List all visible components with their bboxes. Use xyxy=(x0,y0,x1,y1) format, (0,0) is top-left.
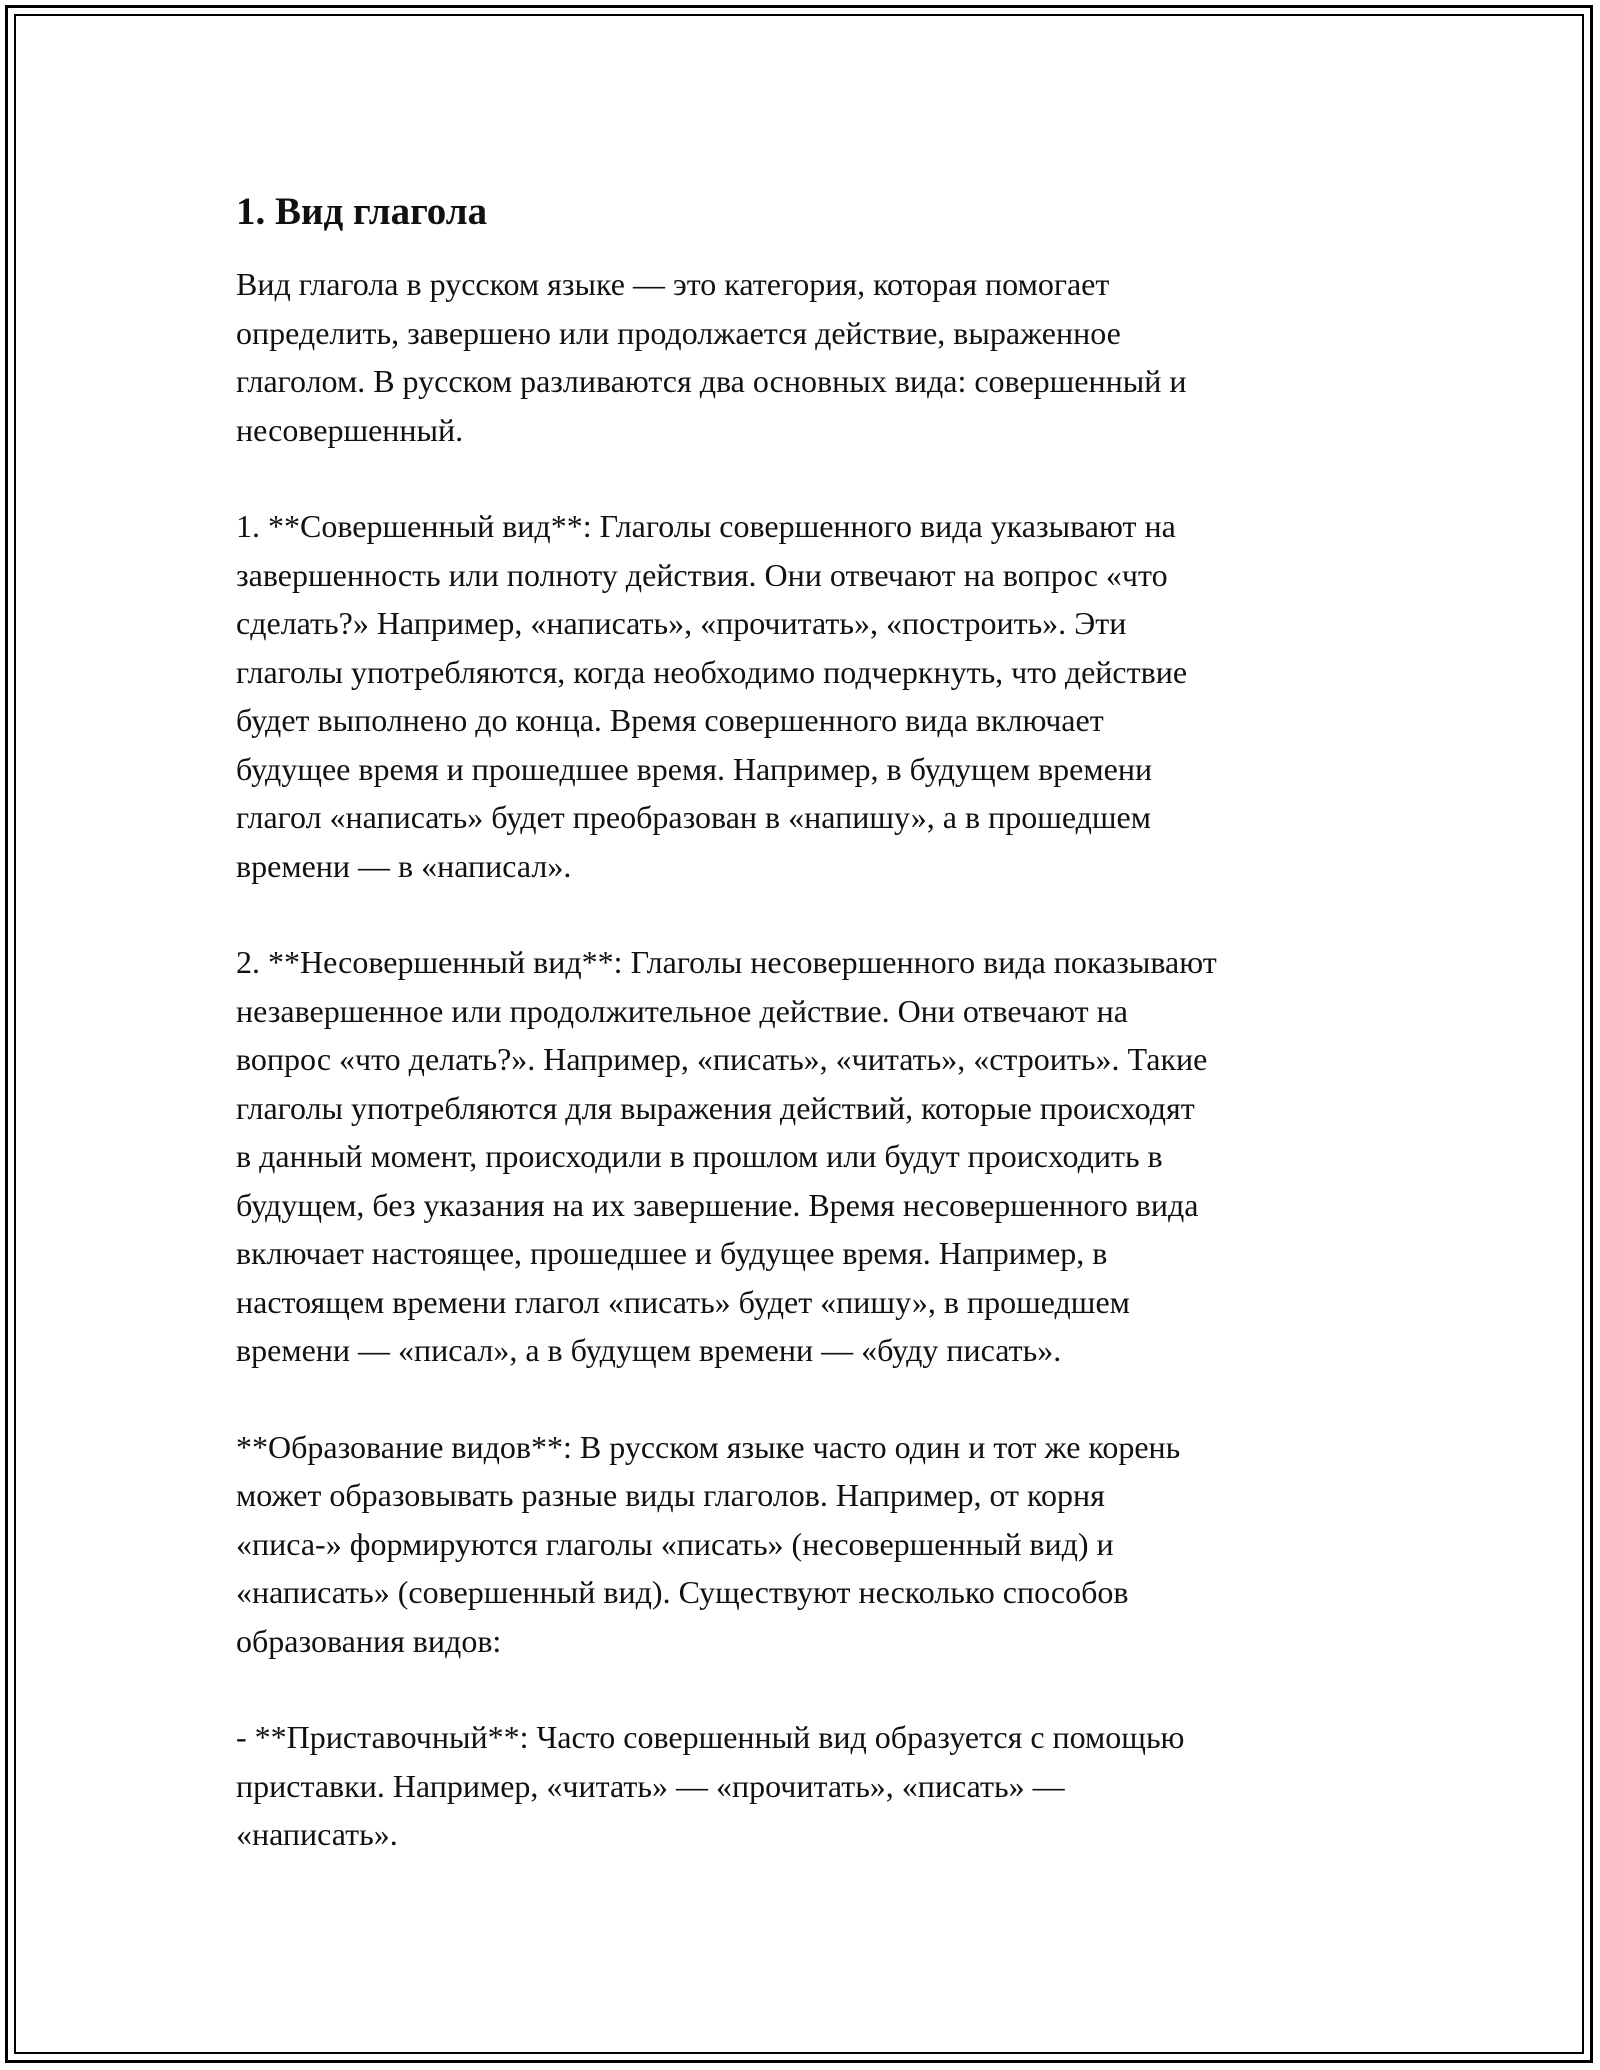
text-line: включает настоящее, прошедшее и будущее время. Например, в xyxy=(236,1235,1108,1271)
text-line: «написать». xyxy=(236,1816,398,1852)
prefixal-paragraph xyxy=(236,1713,1376,1859)
text-line: может образовывать разные виды глаголов. Например, от корня xyxy=(236,1477,1105,1513)
text-line: сделать?» Например, «написать», «прочитать», «построить». Эти xyxy=(236,605,1127,641)
text-line: глаголы употребляются для выражения действий, которые происходят xyxy=(236,1089,1195,1126)
text-line: **Образование видов**: В русском языке часто один и тот же корень xyxy=(236,1428,1181,1465)
formation-paragraph xyxy=(236,1423,1376,1666)
text-line: вопрос «что делать?». Например, «писать», «читать», «строить». Такие xyxy=(236,1041,1208,1077)
text-line: приставки. Например, «читать» — «прочитать», «писать» — xyxy=(236,1767,1065,1804)
text-line: времени — «писал», а в будущем времени — «буду писать». xyxy=(236,1332,1062,1368)
perfective-paragraph xyxy=(236,502,1376,890)
text-line: 2. **Несовершенный вид**: Глаголы несовершенного вида показывают xyxy=(236,944,1217,980)
text-line: глагол «написать» будет преобразован в «напишу», а в прошедшем xyxy=(236,799,1151,835)
text-line: завершенность или полноту действия. Они отвечают на вопрос «что xyxy=(236,556,1168,593)
text-line: глаголом. В русском разливаются два основных вида: совершенный и xyxy=(236,363,1187,399)
text-line: определить, завершено или продолжается действие, выраженное xyxy=(236,314,1121,351)
text-line: Вид глагола в русском языке — это категория, которая помогает xyxy=(236,266,1110,302)
text-line: 1. **Совершенный вид**: Глаголы совершенного вида указывают на xyxy=(236,508,1176,544)
text-line: будущее время и прошедшее время. Например, в будущем времени xyxy=(236,750,1153,787)
text-line: будет выполнено до конца. Время совершенного вида включает xyxy=(236,702,1104,738)
text-line: будущем, без указания на их завершение. Время несовершенного вида xyxy=(236,1186,1199,1223)
text-line: в данный момент, происходили в прошлом или будут происходить в xyxy=(236,1138,1163,1174)
intro-paragraph xyxy=(236,260,1376,454)
section-heading: 1. Вид глагола xyxy=(236,190,488,233)
text-line: глаголы употребляются, когда необходимо подчеркнуть, что действие xyxy=(236,653,1188,690)
text-line: настоящем времени глагол «писать» будет «пишу», в прошедшем xyxy=(236,1283,1130,1320)
text-line: - **Приставочный**: Часто совершенный вид образуется с помощью xyxy=(236,1719,1185,1755)
document-page xyxy=(236,186,1376,1907)
text-line: образования видов: xyxy=(236,1622,502,1659)
text-line: несовершенный. xyxy=(236,411,464,448)
text-line: «написать» (совершенный вид). Существуют несколько способов xyxy=(236,1574,1129,1610)
imperfective-paragraph xyxy=(236,938,1376,1375)
text-line: времени — в «написал». xyxy=(236,847,572,884)
text-line: незавершенное или продолжительное действие. Они отвечают на xyxy=(236,992,1128,1029)
text-line: «писа-» формируются глаголы «писать» (несовершенный вид) и xyxy=(236,1525,1114,1562)
